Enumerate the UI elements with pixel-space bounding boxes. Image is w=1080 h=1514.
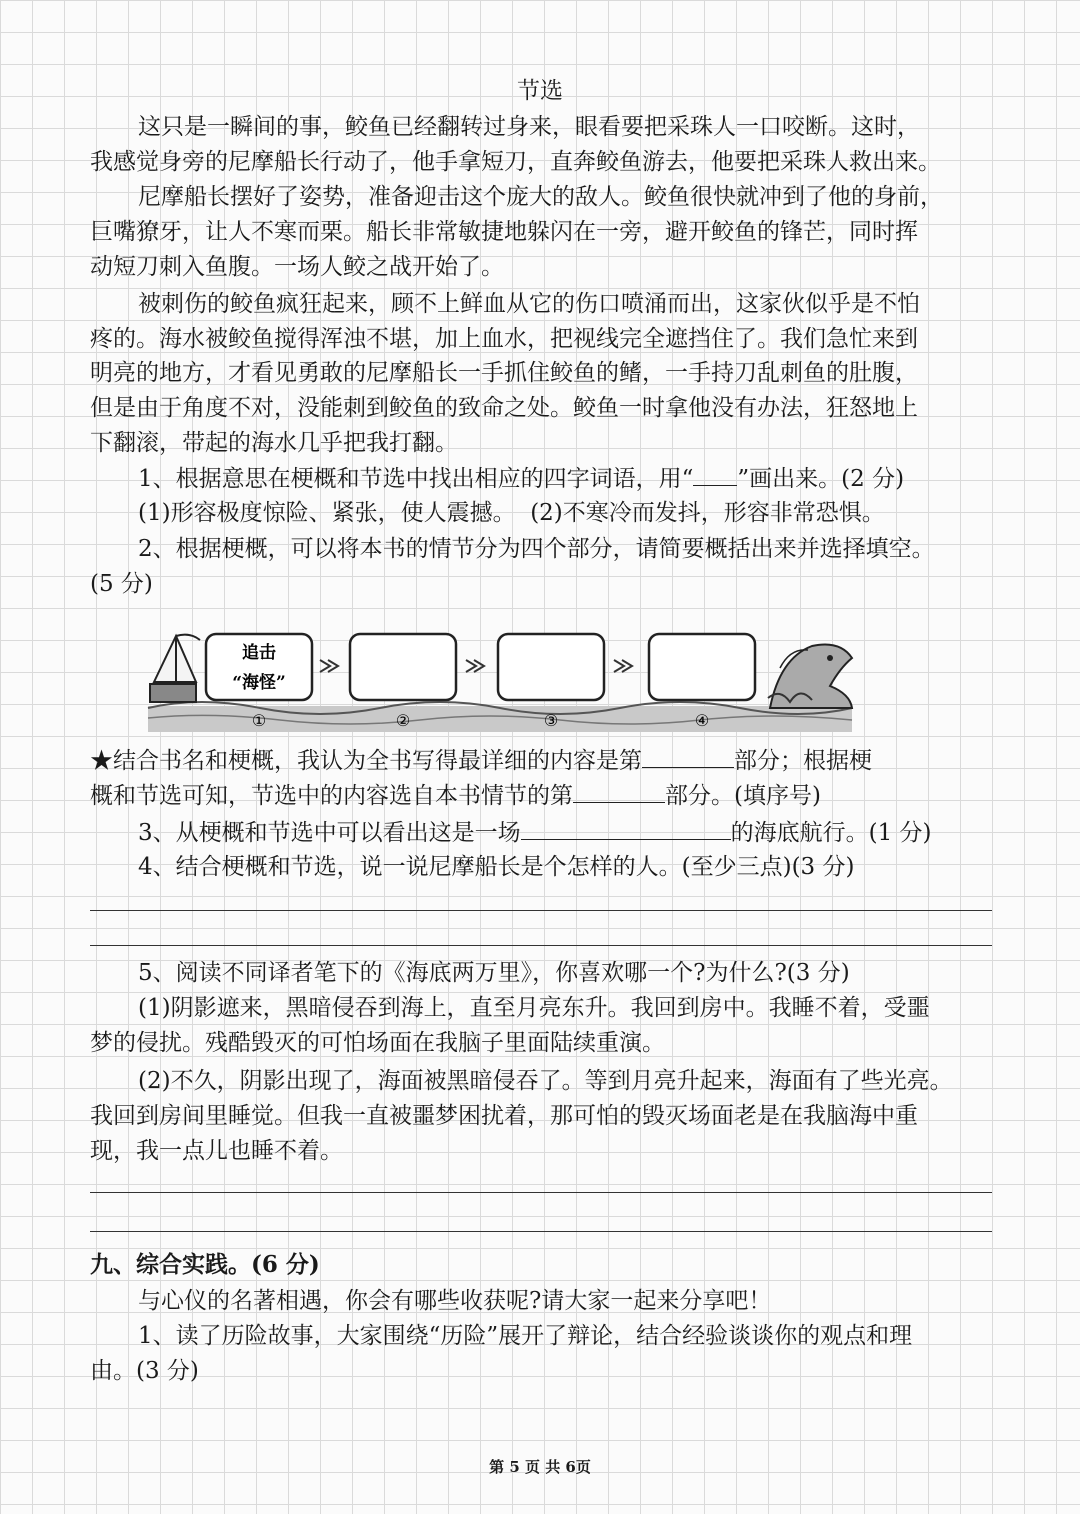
answer-line[interactable] (90, 945, 992, 946)
page-footer: 第 5 页 共 6页 (489, 1458, 591, 1476)
star-question-text: 概和节选可知，节选中的内容选自本书情节的第 (90, 783, 573, 809)
passage-line: 被刺伤的鲛鱼疯狂起来，顾不上鲜血从它的伤口喷涌而出，这家伙似乎是不怕 (138, 291, 920, 317)
translation-option-2: 我回到房间里睡觉。但我一直被噩梦困扰着，那可怕的毁灭场面老是在我脑海中重 (90, 1103, 918, 1129)
question-2: 2、根据梗概，可以将本书的情节分为四个部分，请简要概括出来并选择填空。 (138, 536, 935, 562)
star-question-text: ★结合书名和梗概，我认为全书写得最详细的内容是第 (90, 748, 642, 774)
passage-line: 但是由于角度不对，没能刺到鲛鱼的致命之处。鲛鱼一时拿他没有办法，狂怒地上 (90, 395, 918, 421)
question-1-subitems: (1)形容极度惊险、紧张，使人震撼。 (2)不寒冷而发抖，形容非常恐惧。 (138, 500, 885, 526)
plot-box-1-line1: 追击 (242, 643, 276, 663)
plot-box-2 (350, 634, 456, 700)
question-3-text: 3、从梗概和节选中可以看出这是一场 (138, 820, 521, 846)
answer-line[interactable] (90, 910, 992, 911)
star-question (90, 745, 995, 776)
question-4: 4、结合梗概和节选，说一说尼摩船长是个怎样的人。(至少三点)(3 分) (138, 854, 855, 880)
question-2-score: (5 分) (90, 571, 153, 597)
question-3-tail: 的海底航行。(1 分) (730, 820, 932, 846)
star-question-tail: 部分。(填序号) (665, 783, 821, 809)
passage-line: 明亮的地方，才看见勇敢的尼摩船长一手抓住鲛鱼的鳍，一手持刀乱刺鱼的肚腹， (90, 360, 918, 386)
translation-option-1: (1)阴影遮来，黑暗侵吞到海上，直至月亮东升。我回到房中。我睡不着，受噩 (138, 995, 930, 1021)
question-5: 5、阅读不同译者笔下的《海底两万里》，你喜欢哪一个?为什么?(3 分) (138, 960, 850, 986)
star-question-tail: 部分；根据梗 (734, 748, 872, 774)
passage-line: 动短刀刺入鱼腹。一场人鲛之战开始了。 (90, 254, 504, 280)
step-number: ② (395, 711, 411, 730)
plot-box-1-line2: “海怪” (232, 673, 286, 693)
section-9-question-1: 由。(3 分) (90, 1358, 199, 1384)
answer-line[interactable] (90, 1231, 992, 1232)
question-1 (138, 463, 995, 494)
answer-blank[interactable] (573, 780, 665, 803)
section-9-intro: 与心仪的名著相遇，你会有哪些收获呢?请大家一起来分享吧！ (138, 1288, 772, 1314)
plot-box-4 (649, 634, 755, 700)
answer-blank[interactable] (521, 817, 731, 840)
section-9-title: 九、综合实践。(6 分) (90, 1251, 320, 1278)
section-9-question-1: 1、读了历险故事，大家围绕“历险”展开了辩论，结合经验谈谈你的观点和理 (138, 1323, 913, 1349)
answer-blank[interactable] (642, 745, 734, 768)
star-question-line2 (90, 780, 995, 811)
passage-line: 巨嘴獠牙，让人不寒而栗。船长非常敏捷地躲闪在一旁，避开鲛鱼的锋芒，同时挥 (90, 219, 918, 245)
question-1-text: 1、根据意思在梗概和节选中找出相应的四字词语，用“ (138, 466, 694, 492)
step-number: ① (251, 711, 267, 730)
underline-mark (693, 463, 737, 486)
passage-line: 这只是一瞬间的事，鲛鱼已经翻转过身来，眼看要把采珠人一口咬断。这时， (138, 114, 920, 140)
question-3 (138, 817, 995, 848)
translation-option-2: 现，我一点儿也睡不着。 (90, 1138, 343, 1164)
arrow-icon (614, 660, 632, 672)
answer-line[interactable] (90, 1192, 992, 1193)
passage-line: 疼的。海水被鲛鱼搅得浑浊不堪，加上血水，把视线完全遮挡住了。我们急忙来到 (90, 326, 918, 352)
translation-option-2: (2)不久，阴影出现了，海面被黑暗侵吞了。等到月亮升起来，海面有了些光亮。 (138, 1068, 953, 1094)
plot-box-3 (498, 634, 604, 700)
arrow-icon (320, 660, 338, 672)
question-1-tail: ”画出来。(2 分) (737, 466, 905, 492)
step-number: ③ (543, 711, 559, 730)
passage-line: 我感觉身旁的尼摩船长行动了，他手拿短刀，直奔鲛鱼游去，他要把采珠人救出来。 (90, 149, 941, 175)
sea-monster-icon (768, 645, 852, 709)
passage-line: 下翻滚，带起的海水几乎把我打翻。 (90, 430, 458, 456)
translation-option-1: 梦的侵扰。残酷毁灭的可怕场面在我脑子里面陆续重演。 (90, 1030, 665, 1056)
ship-icon (150, 635, 200, 702)
plot-flow-diagram (140, 628, 860, 738)
passage-line: 尼摩船长摆好了姿势，准备迎击这个庞大的敌人。鲛鱼很快就冲到了他的身前， (138, 184, 943, 210)
step-number: ④ (694, 711, 710, 730)
arrow-icon (466, 660, 484, 672)
section-title: 节选 (517, 78, 563, 104)
